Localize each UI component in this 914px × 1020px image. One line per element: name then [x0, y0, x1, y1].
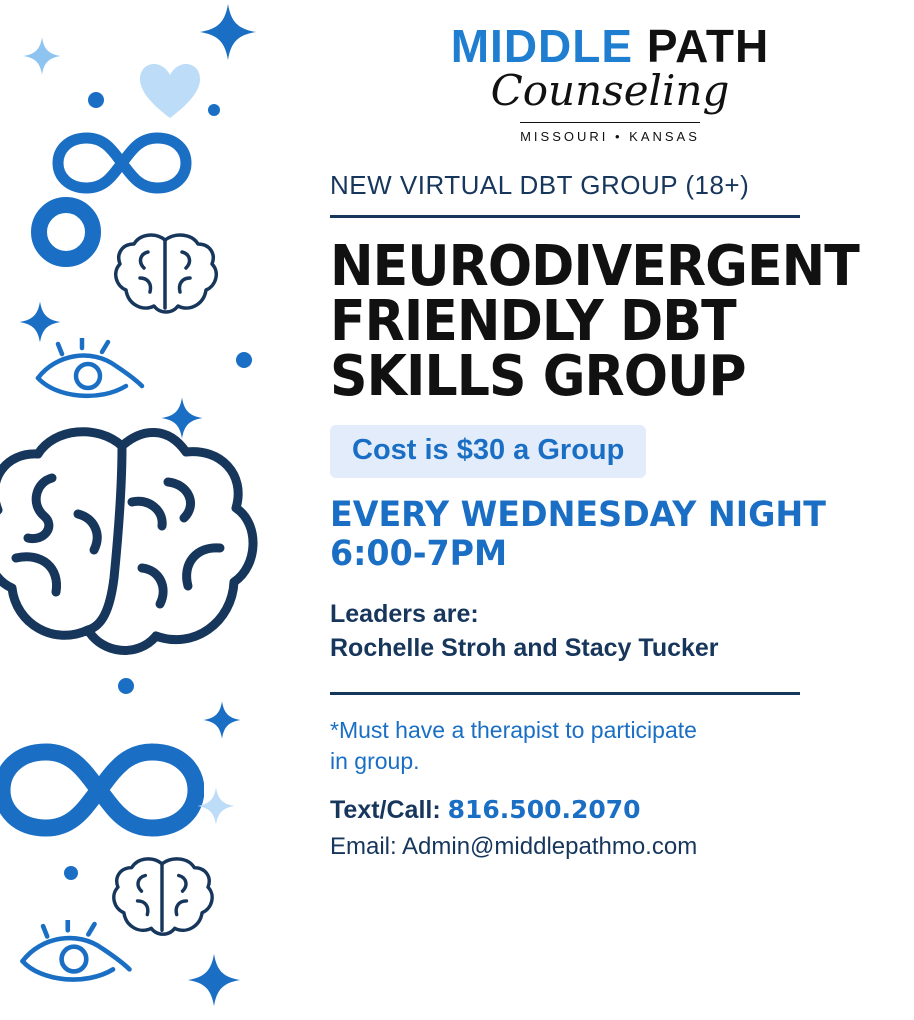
- sparkle-icon: [198, 2, 258, 62]
- dot-icon: [64, 866, 78, 880]
- phone-label: Text/Call:: [330, 796, 441, 825]
- dot-icon: [236, 352, 252, 368]
- requirement-note-line-1: *Must have a therapist to participate: [330, 716, 697, 743]
- logo-locations: MISSOURI • KANSAS: [520, 129, 700, 145]
- phone-contact: [330, 795, 890, 825]
- logo-word-middle: MIDDLE: [450, 20, 634, 72]
- email-label: Email:: [330, 833, 397, 861]
- decorative-illustration-panel: [0, 0, 300, 1020]
- divider-bottom: [330, 692, 800, 695]
- sparkle-icon: [22, 36, 62, 76]
- divider-top: [330, 215, 800, 218]
- schedule-block: [330, 496, 862, 574]
- leaders-block: [330, 598, 890, 666]
- brain-icon: [0, 418, 258, 672]
- dot-icon: [118, 678, 134, 694]
- eye-icon: [14, 920, 138, 992]
- logo-word-path: PATH: [646, 20, 770, 72]
- infinity-icon: [0, 738, 204, 842]
- dot-icon: [208, 104, 220, 116]
- headline-line-2: FRIENDLY DBT: [330, 289, 736, 355]
- flyer-headline: [330, 234, 859, 410]
- brain-icon: [110, 228, 220, 320]
- brand-logo: [330, 0, 890, 144]
- headline-line-3: SKILLS GROUP: [330, 344, 746, 410]
- cost-badge: Cost is $30 a Group: [330, 425, 646, 478]
- sparkle-icon: [202, 700, 242, 740]
- flyer-eyebrow: NEW VIRTUAL DBT GROUP (18+): [330, 170, 750, 201]
- email-address[interactable]: Admin@middlepathmo.com: [402, 833, 698, 861]
- heart-icon: [138, 62, 202, 120]
- headline-line-1: NEURODIVERGENT: [330, 234, 859, 300]
- logo-divider: [520, 122, 700, 123]
- sparkle-icon: [196, 786, 236, 826]
- logo-script-counseling: Counseling: [490, 66, 730, 116]
- eye-icon: [30, 338, 150, 408]
- circle-icon: [30, 196, 102, 268]
- sparkle-icon: [186, 952, 242, 1008]
- leaders-label: Leaders are:: [330, 600, 479, 629]
- schedule-time: 6:00-7PM: [330, 534, 508, 575]
- requirement-note: [330, 715, 890, 777]
- requirement-note-line-2: in group.: [330, 748, 420, 775]
- schedule-day: EVERY WEDNESDAY NIGHT: [330, 495, 826, 536]
- phone-number[interactable]: 816.500.2070: [447, 795, 641, 825]
- leaders-names: Rochelle Stroh and Stacy Tucker: [330, 634, 719, 663]
- flyer-content: [330, 0, 890, 1020]
- infinity-icon: [52, 128, 192, 198]
- dot-icon: [88, 92, 104, 108]
- logo-wordmark: [330, 22, 890, 70]
- email-contact: [330, 833, 890, 861]
